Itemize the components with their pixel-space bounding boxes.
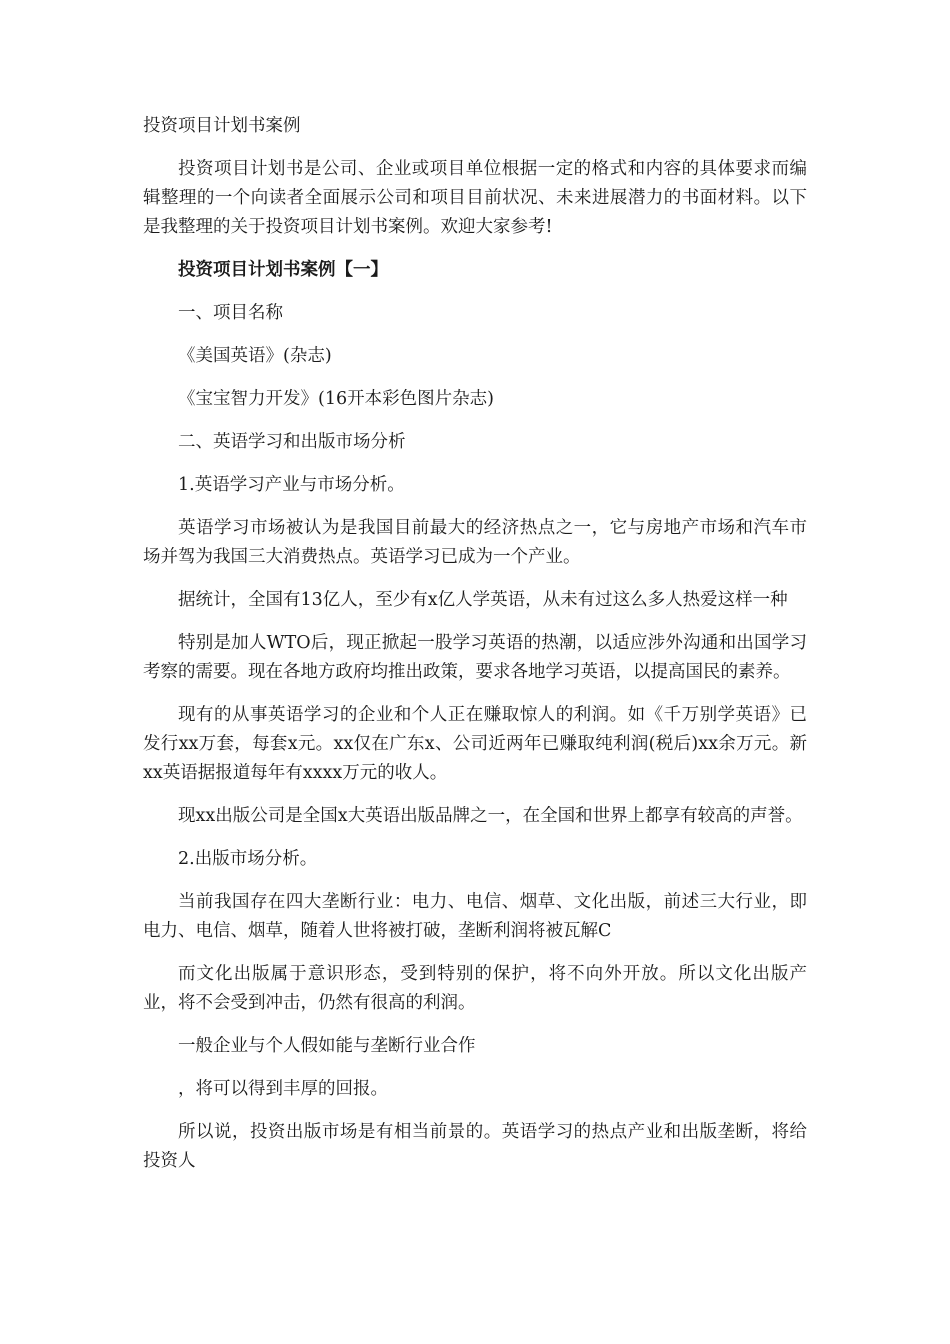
body-paragraph: 现xx出版公司是全国x大英语出版品牌之一，在全国和世界上都享有较高的声誉。 bbox=[178, 806, 803, 826]
item-heading-project-name: 一、项目名称 bbox=[178, 303, 283, 323]
item-heading-market-analysis: 二、英语学习和出版市场分析 bbox=[178, 432, 406, 452]
document-title: 投资项目计划书案例 bbox=[143, 116, 301, 136]
body-paragraph: 而文化出版属于意识形态，受到特别的保护，将不向外开放。所以文化出版产业，将不会受到冲击，仍然有很高的利润。 bbox=[143, 964, 807, 1013]
body-paragraph: 特别是加人WTO后，现正掀起一股学习英语的热潮，以适应涉外沟通和出国学习考察的需要。现在各地方政府均推出政策，要求各地学习英语，以提高国民的素养。 bbox=[143, 633, 807, 682]
subheading-publishing-market: 2.出版市场分析。 bbox=[178, 849, 318, 869]
body-paragraph: 现有的从事英语学习的企业和个人正在赚取惊人的利润。如《千万别学英语》已发行xx万套，每套x元。xx仅在广东x、公司近两年已赚取纯利润(税后)xx余万元。新xx英语据报道每年有xxxx万元的收人。 bbox=[143, 705, 807, 783]
project-name-1: 《美国英语》(杂志) bbox=[178, 346, 332, 366]
body-paragraph: 当前我国存在四大垄断行业：电力、电信、烟草、文化出版，前述三大行业，即电力、电信、烟草，随着人世将被打破，垄断利润将被瓦解C bbox=[143, 892, 807, 941]
subheading-english-market: 1.英语学习产业与市场分析。 bbox=[178, 475, 405, 495]
section-heading: 投资项目计划书案例【一】 bbox=[178, 260, 388, 280]
body-paragraph: ，将可以得到丰厚的回报。 bbox=[178, 1079, 388, 1099]
project-name-2: 《宝宝智力开发》(16开本彩色图片杂志) bbox=[178, 389, 494, 409]
document-page bbox=[143, 112, 807, 1190]
body-paragraph: 所以说，投资出版市场是有相当前景的。英语学习的热点产业和出版垄断，将给投资人 bbox=[143, 1122, 807, 1171]
body-paragraph: 据统计，全国有13亿人，至少有x亿人学英语，从未有过这么多人热爱这样一种 bbox=[178, 590, 788, 610]
body-paragraph: 英语学习市场被认为是我国目前最大的经济热点之一，它与房地产市场和汽车市场并驾为我国三大消费热点。英语学习已成为一个产业。 bbox=[143, 518, 807, 567]
intro-paragraph: 投资项目计划书是公司、企业或项目单位根据一定的格式和内容的具体要求而编辑整理的一个向读者全面展示公司和项目目前状况、未来进展潜力的书面材料。以下是我整理的关于投资项目计划书案例。欢迎大家参考! bbox=[143, 159, 807, 237]
body-paragraph: 一般企业与个人假如能与垄断行业合作 bbox=[178, 1036, 476, 1056]
